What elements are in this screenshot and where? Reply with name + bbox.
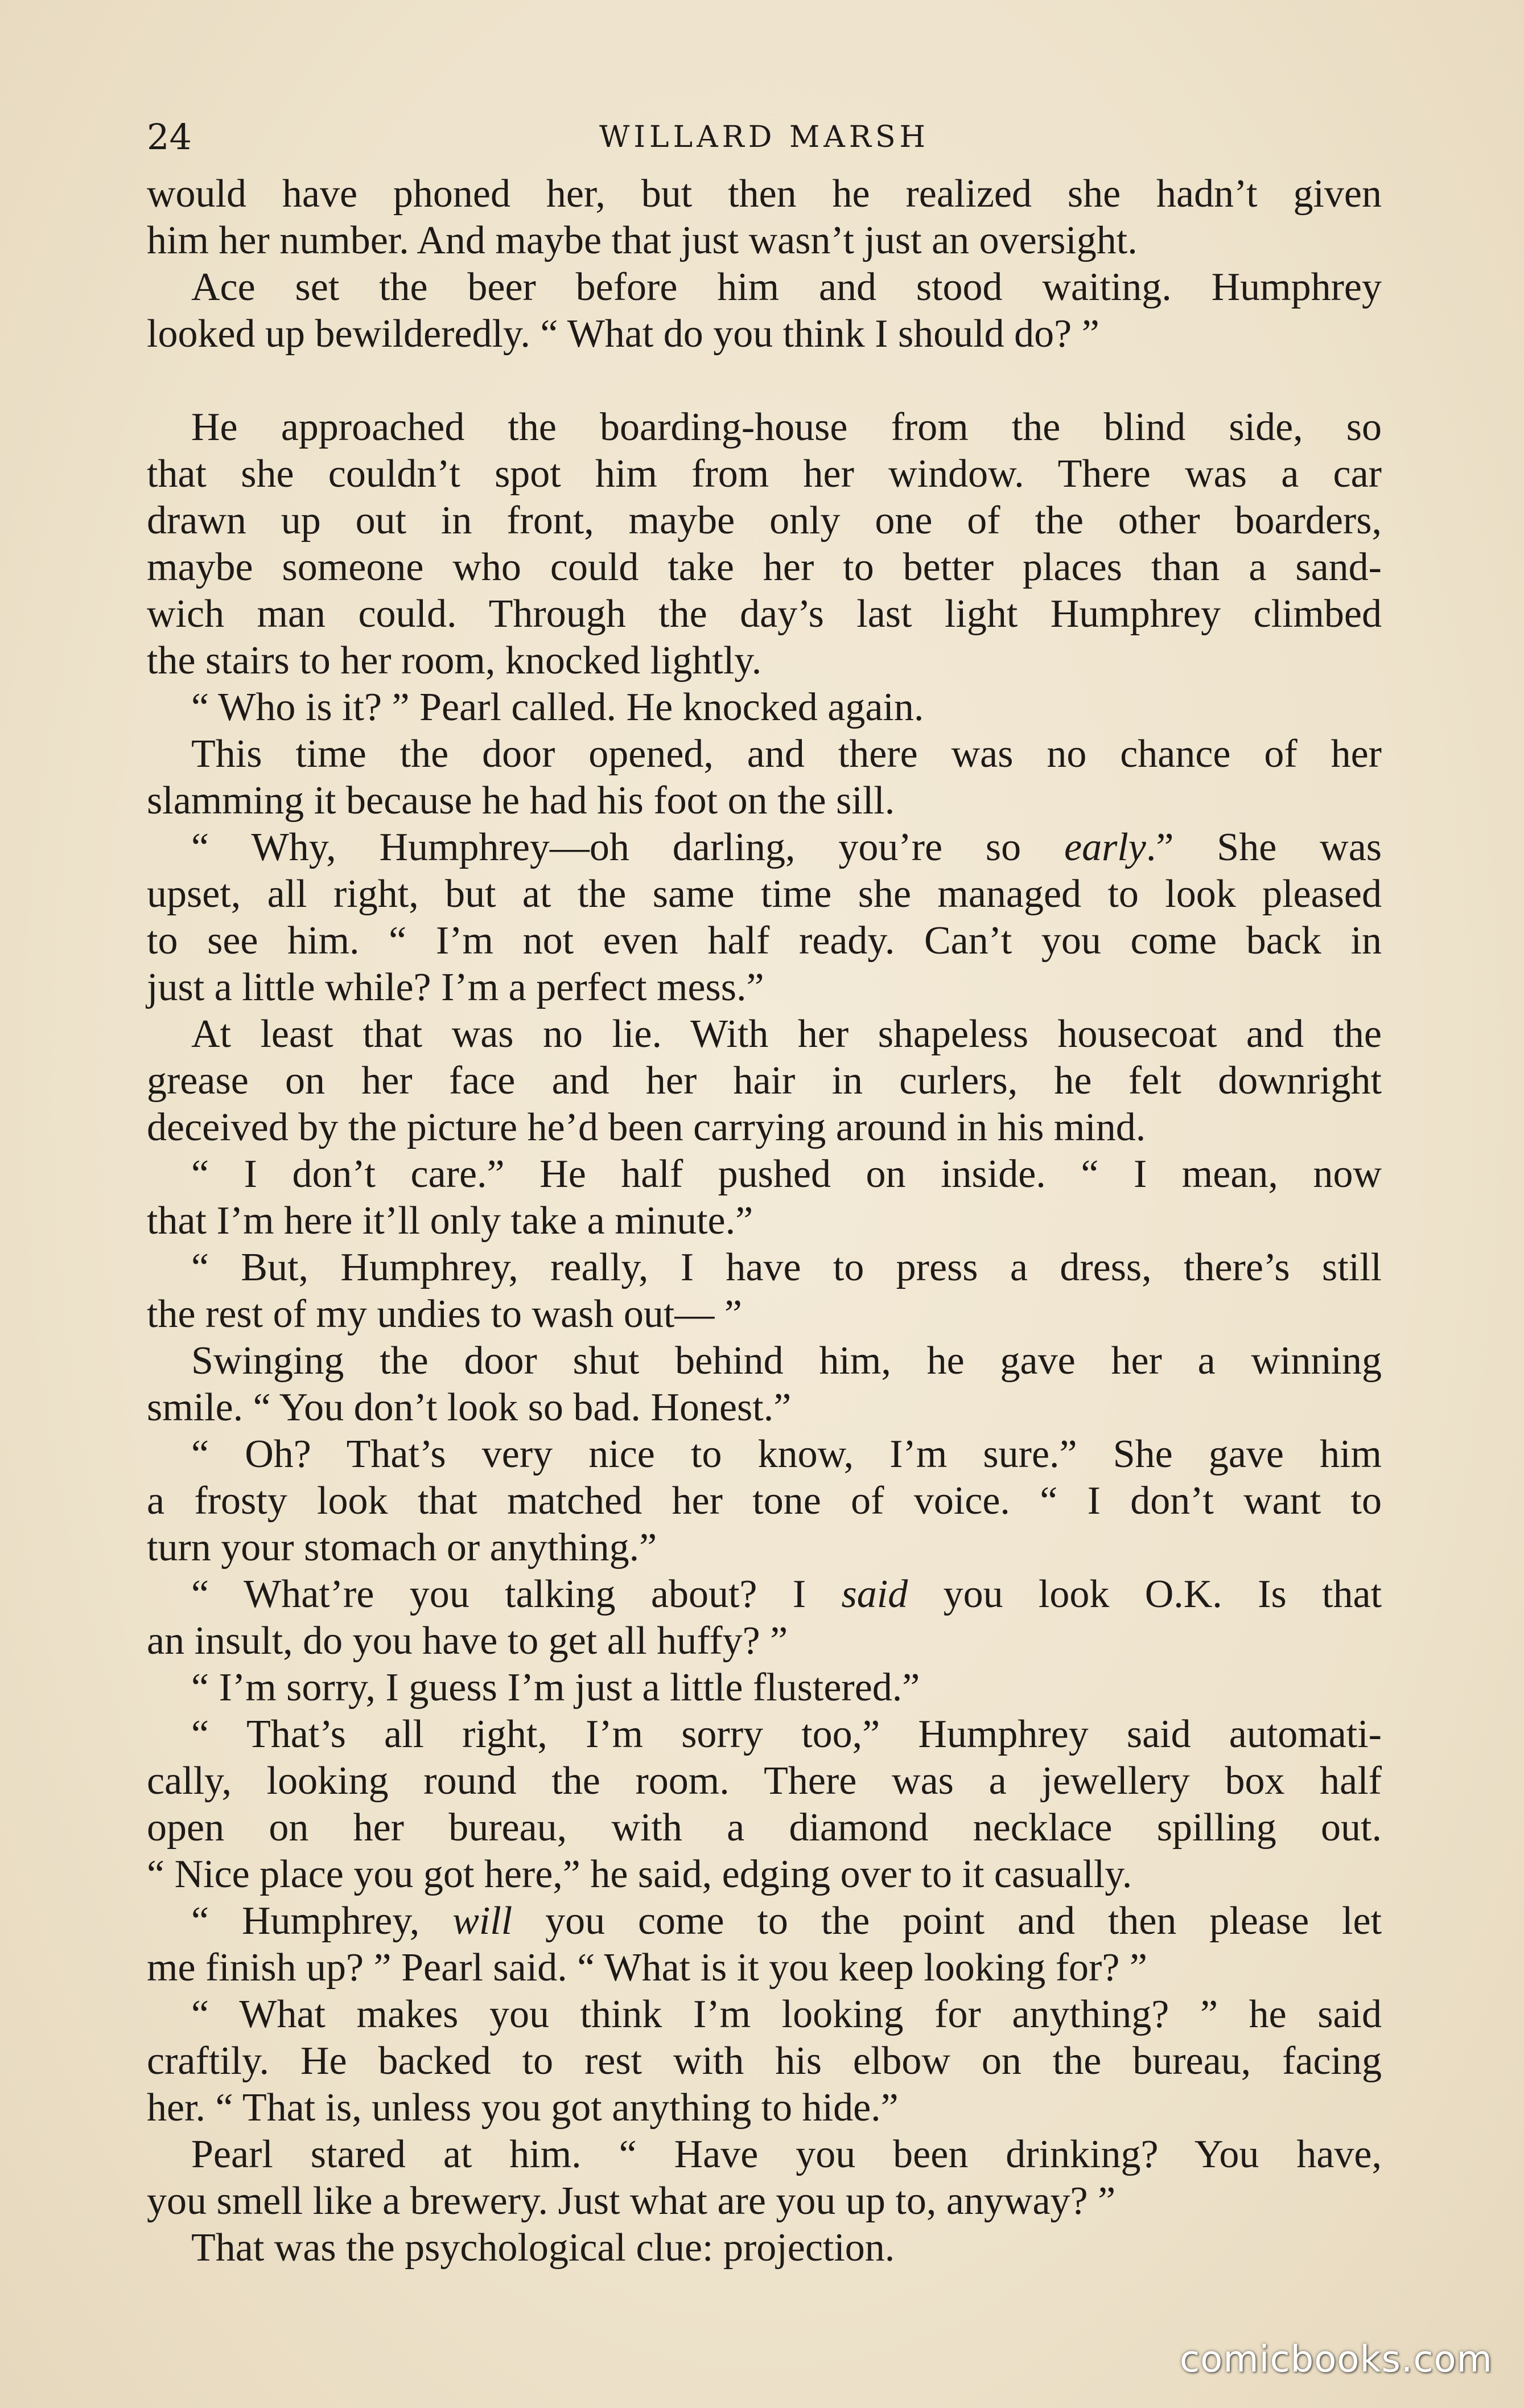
text-line: Pearl stared at him. “ Have you been drinking? You have, xyxy=(191,2132,1382,2176)
text-run: .” She was xyxy=(1146,825,1382,869)
text-run: “ Humphrey, xyxy=(191,1899,420,1943)
text-line: “ I don’t care.” He half pushed on inside. “ I mean, now xyxy=(191,1152,1382,1196)
page-header xyxy=(147,112,1382,163)
text-line: “ That’s all right, I’m sorry too,” Humphrey said automati- xyxy=(191,1712,1382,1756)
text-line: He approached the boarding-house from the blind side, so xyxy=(191,405,1382,449)
text-line: the stairs to her room, knocked lightly. xyxy=(147,639,762,683)
text-line: to see him. “ I’m not even half ready. Can’t you come back in xyxy=(147,919,1382,963)
text-line: cally, looking round the room. There was a jewellery box half xyxy=(147,1759,1382,1803)
text-line: This time the door opened, and there was no chance of her xyxy=(191,732,1382,776)
text-line: looked up bewilderedly. “ What do you think I should do? ” xyxy=(147,312,1099,356)
text-run: you look O.K. Is that xyxy=(943,1572,1382,1616)
text-line: “ Who is it? ” Pearl called. He knocked again. xyxy=(191,685,924,729)
text-line xyxy=(147,824,1382,871)
text-line: the rest of my undies to wash out— ” xyxy=(147,1292,742,1336)
text-line: “ I’m sorry, I guess I’m just a little flustered.” xyxy=(191,1666,920,1710)
text-run: “ What’re you talking about? I xyxy=(191,1572,806,1616)
emphasis: will xyxy=(452,1899,513,1943)
body-text xyxy=(147,171,1382,2271)
page-number: 24 xyxy=(147,116,192,158)
text-line: “ Oh? That’s very nice to know, I’m sure.” She gave him xyxy=(191,1432,1382,1476)
text-line: him her number. And maybe that just wasn’t just an oversight. xyxy=(147,219,1138,262)
text-line: At least that was no lie. With her shapeless housecoat and the xyxy=(191,1012,1382,1056)
text-line: a frosty look that matched her tone of voice. “ I don’t want to xyxy=(147,1479,1382,1523)
text-line: wich man could. Through the day’s last light Humphrey climbed xyxy=(147,592,1382,636)
text-line: craftily. He backed to rest with his elbow on the bureau, facing xyxy=(147,2039,1382,2083)
text-line: an insult, do you have to get all huffy? ” xyxy=(147,1619,788,1663)
text-line: “ Nice place you got here,” he said, edging over to it casually. xyxy=(147,1852,1132,1896)
text-line: drawn up out in front, maybe only one of the other boarders, xyxy=(147,499,1382,543)
text-line xyxy=(147,1571,1382,1618)
text-line: that she couldn’t spot him from her window. There was a car xyxy=(147,452,1382,496)
text-line: her. “ That is, unless you got anything to hide.” xyxy=(147,2086,899,2130)
text-run: “ Why, Humphrey—oh darling, you’re so xyxy=(191,825,1022,869)
text-run: you come to the point and then please let xyxy=(545,1899,1382,1943)
text-line xyxy=(147,1898,1382,1945)
text-line: slamming it because he had his foot on the sill. xyxy=(147,779,895,823)
text-line: maybe someone who could take her to better places than a sand- xyxy=(147,545,1382,589)
text-line: turn your stomach or anything.” xyxy=(147,1526,657,1569)
text-line: Swinging the door shut behind him, he gave her a winning xyxy=(191,1339,1382,1383)
text-line: you smell like a brewery. Just what are you up to, anyway? ” xyxy=(147,2179,1116,2223)
text-line: that I’m here it’ll only take a minute.” xyxy=(147,1199,753,1243)
watermark: comicbooks.com xyxy=(1179,2339,1493,2381)
text-line: That was the psychological clue: projection. xyxy=(191,2226,895,2270)
running-head: WILLARD MARSH xyxy=(599,120,929,154)
emphasis: early xyxy=(1064,825,1146,869)
text-line: grease on her face and her hair in curlers, he felt downright xyxy=(147,1059,1382,1103)
text-line: “ But, Humphrey, really, I have to press a dress, there’s still xyxy=(191,1246,1382,1289)
text-line: me finish up? ” Pearl said. “ What is it you keep looking for? ” xyxy=(147,1946,1147,1990)
text-line: would have phoned her, but then he realized she hadn’t given xyxy=(147,172,1382,216)
text-line: upset, all right, but at the same time she managed to look pleased xyxy=(147,872,1382,916)
text-line: Ace set the beer before him and stood waiting. Humphrey xyxy=(191,265,1382,309)
text-line: just a little while? I’m a perfect mess.” xyxy=(147,965,764,1009)
text-line: open on her bureau, with a diamond necklace spilling out. xyxy=(147,1806,1382,1850)
emphasis: said xyxy=(841,1572,908,1616)
text-line: “ What makes you think I’m looking for anything? ” he said xyxy=(191,1992,1382,2036)
text-line: deceived by the picture he’d been carrying around in his mind. xyxy=(147,1106,1146,1149)
text-line: smile. “ You don’t look so bad. Honest.” xyxy=(147,1386,792,1429)
section-break xyxy=(147,357,1382,404)
